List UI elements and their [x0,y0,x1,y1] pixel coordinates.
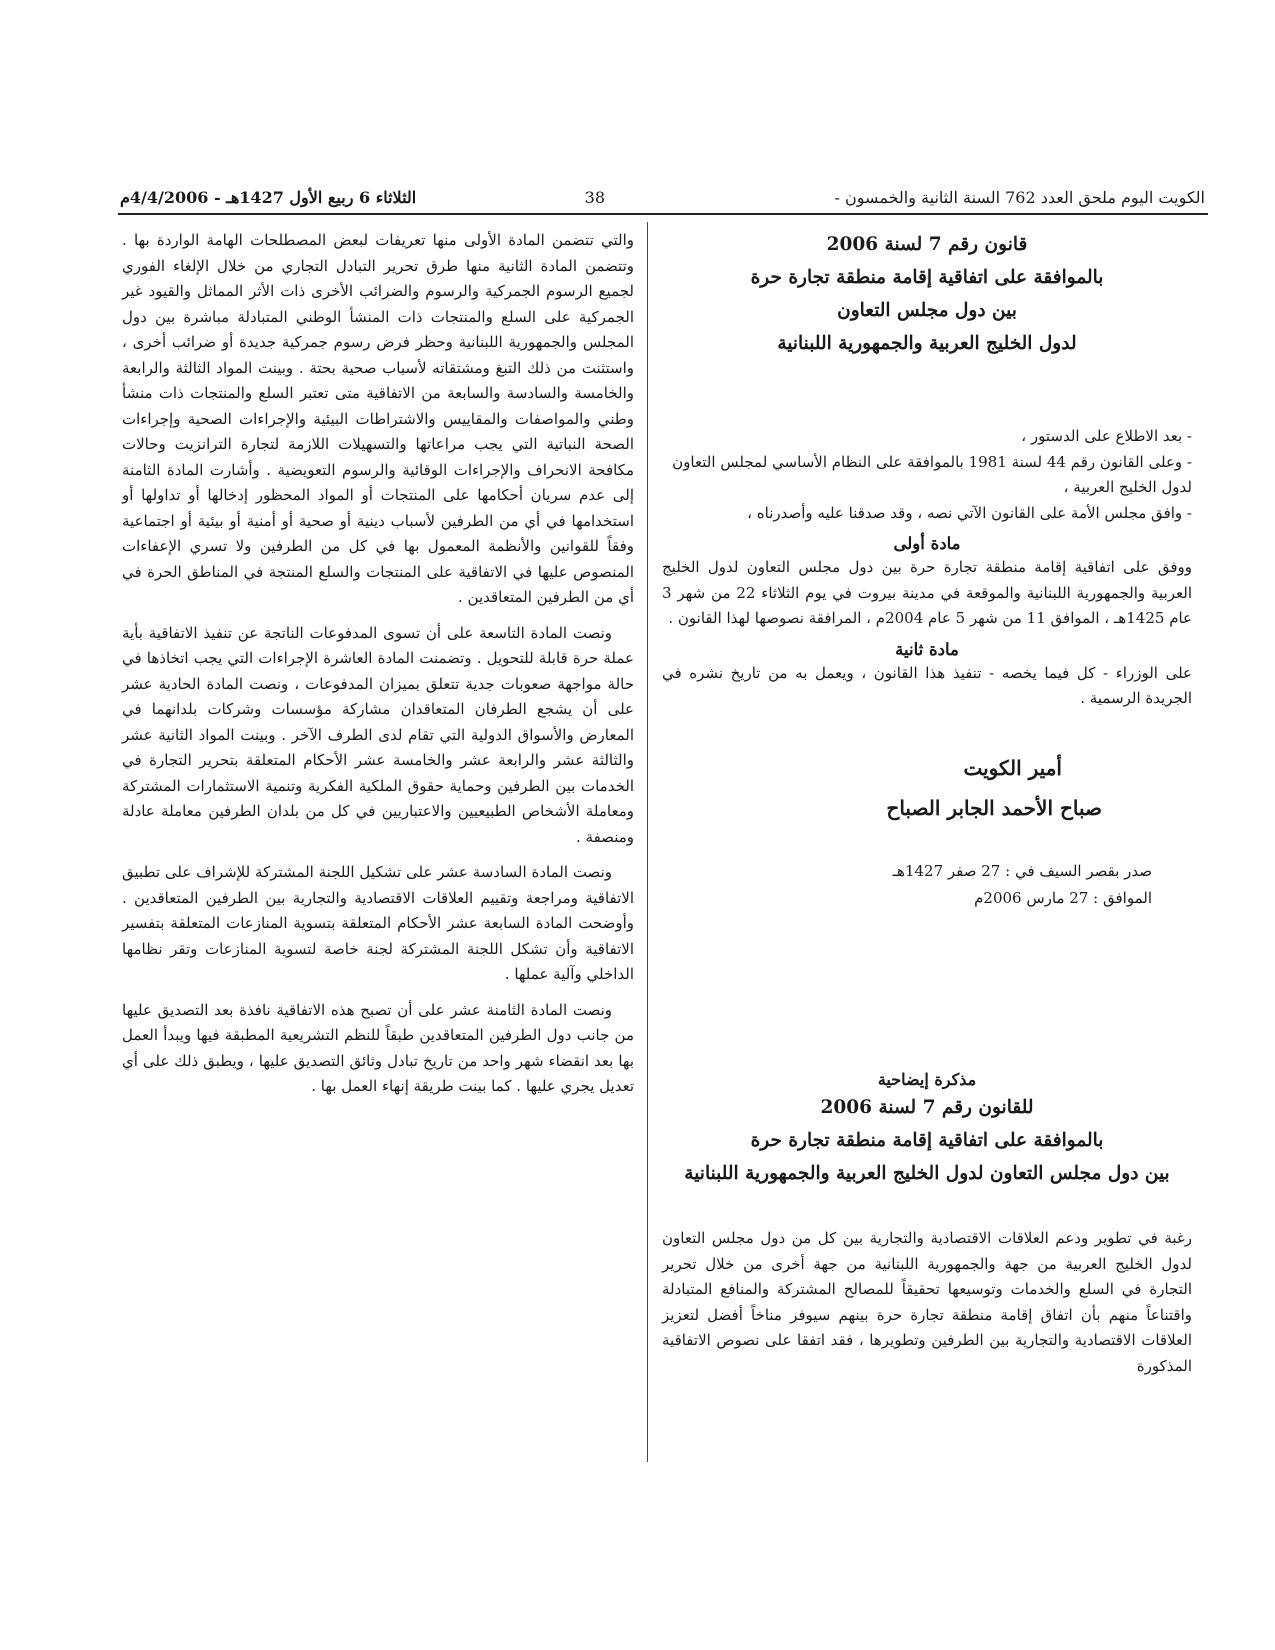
law-title-line: بالموافقة على اتفاقية إقامة منطقة تجارة حرة [750,267,1104,288]
page-number: 38 [584,188,605,207]
signature-title: أمير الكويت [963,755,1062,780]
signature-name: صباح الأحمد الجابر الصباح [886,795,1102,820]
law-title-line: لدول الخليج العربية والجمهورية اللبنانية [777,333,1077,354]
issue-date: الثلاثاء 6 ربيع الأول 1427هـ - 4/4/2006م [120,188,417,207]
law-title-line: بين دول مجلس التعاون [837,300,1017,321]
memo-paragraph: والتي تتضمن المادة الأولى منها تعريفات لبعض المصطلحات الهامة الواردة بها . وتتضمن المادة الثانية منها طرق تحرير التبادل التجاري من خلال الإلغاء الفوري لجميع الرسوم الجمركية والرسوم والضرائب الأخرى ذات الأثر المماثل والقيود غير الجمركية على السلع والمنتجات ذات المنشأ الوطني المتبادلة مباشرة بين دول المجلس والجمهورية اللبنانية وحظر فرض رسوم جمركية جديدة أو ضرائب أخرى ، واستثنت من ذلك التبغ ومشتقاته لأسباب صحية بحتة . وبينت المواد الثالثة والرابعة والخامسة والسادسة والسابعة من الاتفاقية متى تعتبر السلع والمنتجات ذات منشأ وطني والمواصفات والمقاييس والاشتراطات البيئية والإجراءات الصحية وإجراءات الصحة النباتية التي يجب مراعاتها والتسهيلات اللازمة لتجارة الترانزيت وحالات مكافحة الانحراف والإجراءات الوقائية والرسوم التعويضية . وأشارت المادة الثامنة إلى عدم سريان أحكامها على المنتجات أو المواد المحظور إدخالها أو تداولها أو استخدامها في أي من الطرفين لأسباب دينية أو صحية أو أمنية أو بيئية أو اجتماعية وفقاً للقوانين والأنظمة المعمول بها في كل من الطرفين ولا تسري الإعفاءات المنصوص عليها في الاتفاقية على المنتجات والسلع المنتجة في المناطق الحرة في أي من الطرفين المتعاقدين . [122,231,634,606]
article-2-title: مادة ثانية [895,639,959,659]
memo-heading [662,1091,1192,1190]
issued-date-gregorian: الموافق : 27 مارس 2006م [974,888,1152,907]
law-title [662,228,1192,360]
issued-date-hijri: صدر بقصر السيف في : 27 صفر 1427هـ [892,861,1152,880]
memo-heading-line: بين دول مجلس التعاون لدول الخليج العربية والجمهورية اللبنانية [684,1163,1170,1184]
signature-block [662,748,1192,828]
preamble-item: - بعد الاطلاع على الدستور ، [1021,427,1192,445]
memo-paragraph: ونصت المادة التاسعة على أن تسوى المدفوعات الناتجة عن تنفيذ الاتفاقية بأية عملة حرة قابلة للتحويل . وتضمنت المادة العاشرة الإجراءات التي يجب اتخاذها في حالة مواجهة صعوبات جدية تتعلق بميزان المدفوعات ، ونصت المادة الحادية عشر على أن يشجع الطرفان المتعاقدان مشاركة مؤسسات وشركات بلدانهما في المعارض والأسواق الدولية التي تقام لدى الطرف الآخر . وبينت المواد الثانية عشر والثالثة عشر والرابعة عشر والخامسة عشر الأحكام المتعلقة بتحرير التجارة في الخدمات بين الطرفين وحماية حقوق الملكية الفكرية وتنمية الاستثمارات المشتركة ومعاملة الأشخاص الطبيعيين والاعتباريين في كل من بلدان الطرفين معاملة عادلة ومنصفة . [122,623,634,846]
explanatory-memo [662,1070,1192,1379]
law-column [662,228,1192,912]
preamble-item: - وافق مجلس الأمة على القانون الآتي نصه ، وقد صدقنا عليه وأصدرناه ، [747,503,1192,522]
issued-block [662,858,1192,912]
journal-issue: الكويت اليوم ملحق العدد 762 السنة الثانية والخمسون - [834,188,1205,207]
memo-paragraph: ونصت المادة الثامنة عشر على أن تصبح هذه الاتفاقية نافذة بعد التصديق عليها من جانب دول الطرفين المتعاقدين طبقاً للنظم التشريعية المطبقة فيها ويبدأ العمل بها بعد انقضاء شهر واحد من تاريخ تبادل وثائق التصديق عليها ، ويطبق ذلك على أي تعديل يجري عليها . كما بينت طريقة إنهاء العمل بها . [122,1000,634,1095]
memo-heading-line: بالموافقة على اتفاقية إقامة منطقة تجارة حرة [750,1130,1104,1151]
law-preamble [662,424,1192,526]
memo-heading-line: للقانون رقم 7 لسنة 2006 [820,1097,1034,1118]
memo-title: مذكرة إيضاحية [877,1070,977,1089]
article-1-text: ووفق على اتفاقية إقامة منطقة تجارة حرة بين دول مجلس التعاون لدول الخليج العربية والجمهورية اللبنانية والموقعة في مدينة بيروت في يوم الثلاثاء 22 من شهر 3 عام 1425هـ ، الموافق 11 من شهر 5 عام 2004م ، المرافقة نصوصها لهذا القانون . [662,558,1192,627]
header-rule [118,213,1208,215]
memo-paragraph: ونصت المادة السادسة عشر على تشكيل اللجنة المشتركة للإشراف على تطبيق الاتفاقية ومراجعة وتقييم العلاقات الاقتصادية والتجارية بين الطرفين المتعاقدين . وأوضحت المادة السابعة عشر الأحكام المتعلقة بتسوية المنازعات المتعلقة بتفسير الاتفاقية وأن تشكل اللجنة المشتركة لجنة خاصة لتسوية المنازعات وتقر نظامها الداخلي وآلية عملها . [122,863,634,983]
preamble-item: - وعلى القانون رقم 44 لسنة 1981 بالموافقة على النظام الأساسي لمجلس التعاون لدول الخليج العربية ، [672,452,1192,496]
article-1-title: مادة أولى [893,534,961,553]
column-divider [647,222,648,1462]
memo-continuation-column [122,228,634,1100]
article-2-text: على الوزراء - كل فيما يخصه - تنفيذ هذا القانون ، ويعمل به من تاريخ نشره في الجريدة الرسمية . [662,663,1192,707]
memo-body: رغبة في تطوير ودعم العلاقات الاقتصادية والتجارية بين كل من دول مجلس التعاون لدول الخليج العربية من جهة والجمهورية اللبنانية من جهة أخرى من خلال تحرير التجارة في السلع والخدمات وتوسيعها تحقيقاً للمصالح المشتركة والمنافع المتبادلة واقتناعاً منهم بأن اتفاق إقامة منطقة تجارة حرة بينهم سيوفر مناخاً أفضل لتعزيز العلاقات الاقتصادية والتجارية بين الطرفين وتطويرها ، فقد اتفقا على نصوص الاتفاقية المذكورة [662,1229,1192,1375]
law-title-line: قانون رقم 7 لسنة 2006 [826,234,1028,255]
